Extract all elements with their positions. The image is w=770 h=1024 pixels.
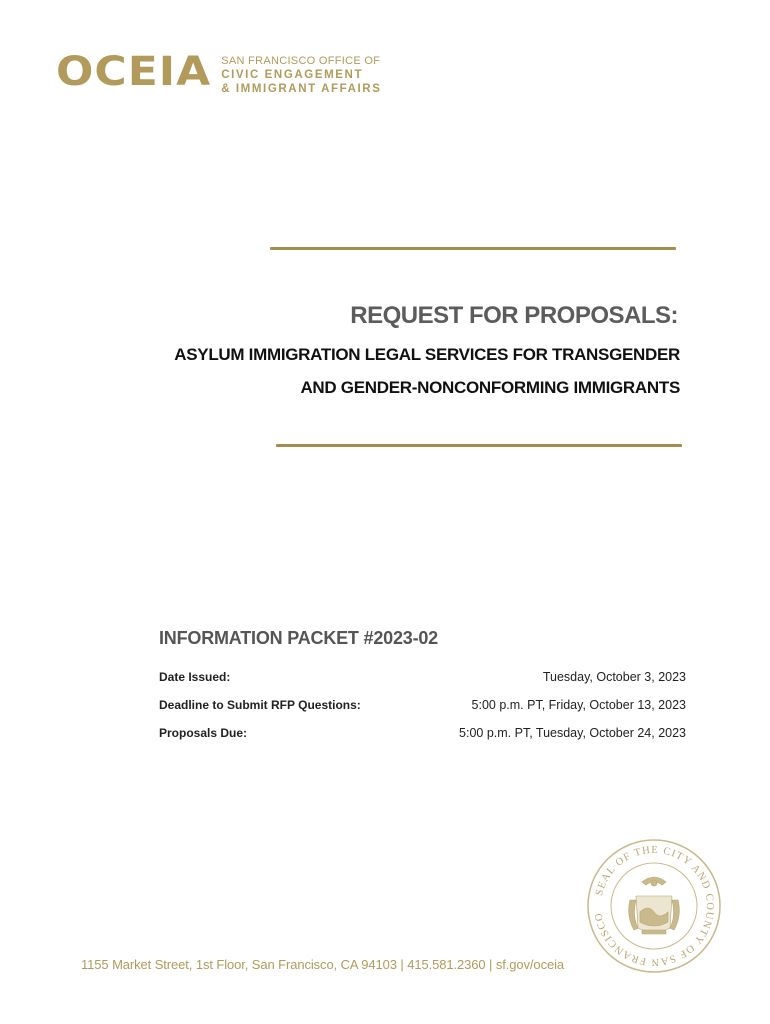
top-divider-rule <box>270 247 676 250</box>
logo-wordmark: OCEIA <box>56 48 212 96</box>
info-label: Date Issued: <box>159 670 231 684</box>
logo-line-3: & IMMIGRANT AFFAIRS <box>221 83 382 95</box>
info-row-date-issued <box>159 670 686 684</box>
info-row-proposals-due <box>159 726 686 740</box>
info-value: Tuesday, October 3, 2023 <box>542 670 686 684</box>
logo-line-1: SAN FRANCISCO OFFICE OF <box>221 55 381 67</box>
info-value: 5:00 p.m. PT, Friday, October 13, 2023 <box>471 698 686 712</box>
logo-tagline <box>221 55 381 96</box>
info-label: Deadline to Submit RFP Questions: <box>159 698 361 712</box>
logo-line-2: CIVIC ENGAGEMENT <box>221 69 364 81</box>
city-seal-icon <box>586 838 722 974</box>
rfp-subtitle-line-1: ASYLUM IMMIGRATION LEGAL SERVICES FOR TRANSGENDER <box>174 345 680 364</box>
information-packet-heading: INFORMATION PACKET #2023-02 <box>159 628 438 648</box>
rfp-subtitle-line-2: AND GENDER-NONCONFORMING IMMIGRANTS <box>300 378 680 397</box>
info-row-questions-deadline <box>159 698 686 712</box>
info-value: 5:00 p.m. PT, Tuesday, October 24, 2023 <box>459 726 686 740</box>
seal-ring-text: SEAL OF THE CITY AND COUNTY OF SAN FRANCISCO <box>593 844 716 968</box>
rfp-heading: REQUEST FOR PROPOSALS: <box>350 302 678 329</box>
bottom-divider-rule <box>276 444 682 447</box>
info-label: Proposals Due: <box>159 726 248 740</box>
oceia-logo <box>56 48 382 96</box>
footer-contact: 1155 Market Street, 1st Floor, San Francisco, CA 94103 | 415.581.2360 | sf.gov/oceia <box>81 957 565 972</box>
